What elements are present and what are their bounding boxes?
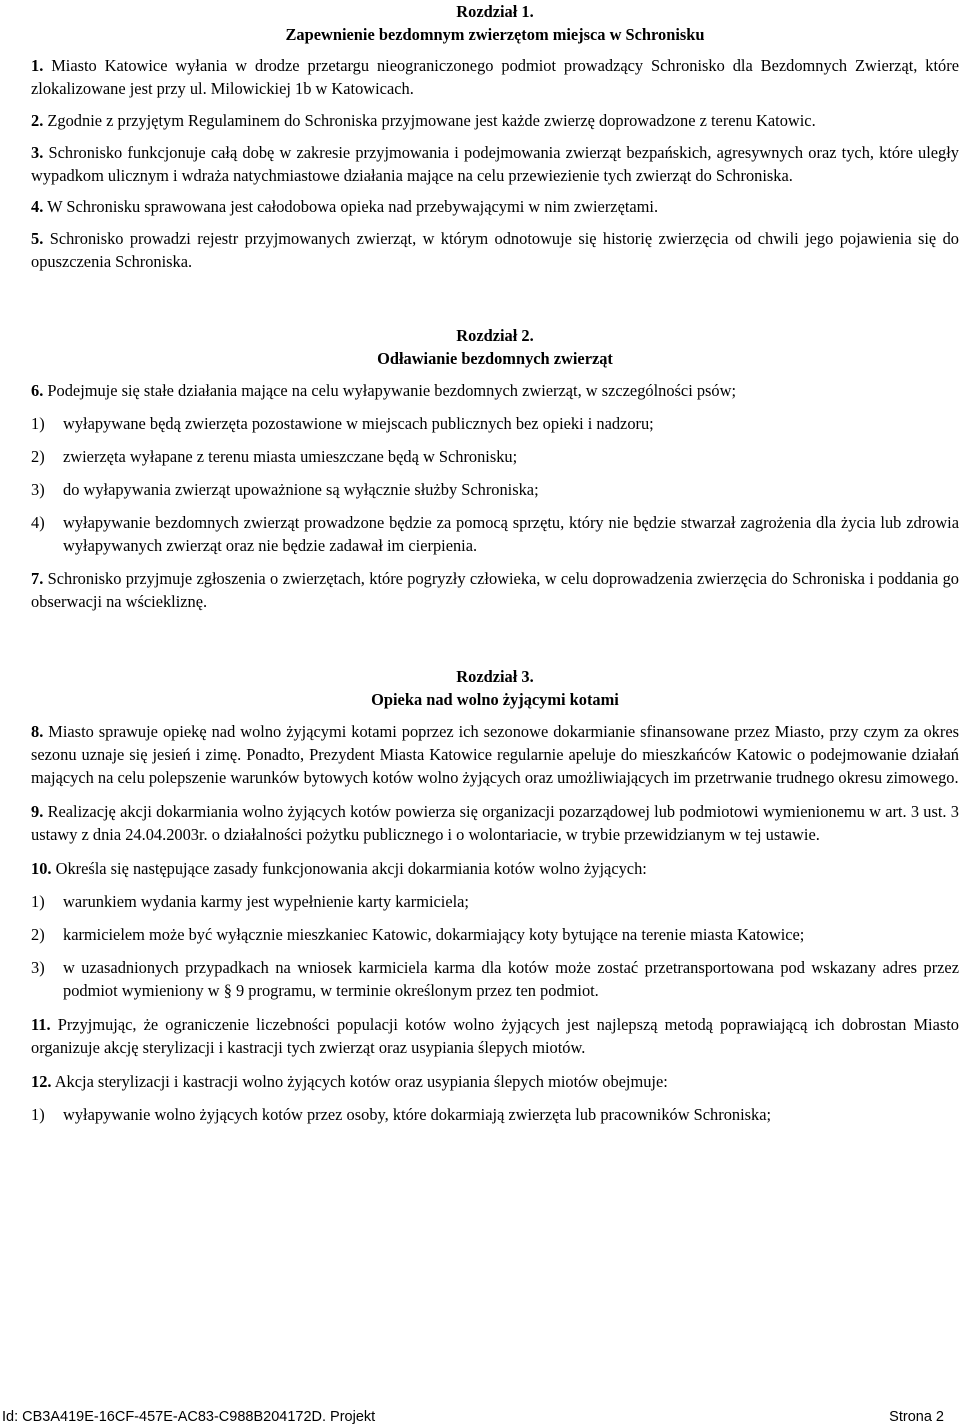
paragraph-8	[31, 720, 959, 789]
paragraph-text: Miasto Katowice wyłania w drodze przetargu nieograniczonego podmiot prowadzący Schronisko dla Bezdomnych Zwierząt, które zlokalizowane jest przy ul. Milowickiej 1b w Katowicach.	[31, 56, 959, 98]
paragraph-text: Określa się następujące zasady funkcjonowania akcji dokarmiania kotów wolno żyjących:	[55, 859, 647, 878]
list-item-label: 1)	[31, 414, 45, 433]
list-item-label: 3)	[31, 480, 45, 499]
chapter-1-subtitle: Zapewnienie bezdomnym zwierzętom miejsca w Schronisku	[285, 25, 705, 44]
paragraph-text: Schronisko funkcjonuje całą dobę w zakresie przyjmowania i podejmowania zwierząt bezpańskich, agresywnych oraz tych, które uległy wypadkom ulicznym i wdraża natychmiastowe działania mające na celu przewiezienie tych zwierząt do Schroniska.	[31, 143, 959, 185]
section-marker: 9.	[31, 802, 44, 821]
list-item-label: 1)	[31, 892, 45, 911]
paragraph-6	[31, 379, 959, 402]
list-item-label: 3)	[31, 958, 45, 977]
list-item-text: warunkiem wydania karmy jest wypełnienie karty karmiciela;	[63, 892, 469, 911]
paragraph-11	[31, 1013, 959, 1059]
list-item-label: 4)	[31, 513, 45, 532]
list-item	[31, 1103, 959, 1126]
paragraph-text: Zgodnie z przyjętym Regulaminem do Schroniska przyjmowane jest każde zwierzę doprowadzone z terenu Katowic.	[47, 111, 816, 130]
list-item-text: zwierzęta wyłapane z terenu miasta umieszczane będą w Schronisku;	[63, 447, 518, 466]
list-item-label: 1)	[31, 1105, 45, 1124]
list-item-text: do wyłapywania zwierząt upoważnione są wyłącznie służby Schroniska;	[63, 480, 539, 499]
paragraph-5	[31, 227, 959, 273]
list-item-text: karmicielem może być wyłącznie mieszkaniec Katowic, dokarmiający koty bytujące na terenie miasta Katowice;	[63, 925, 805, 944]
chapter-1-title: Rozdział 1.	[456, 2, 534, 21]
page-number: Strona 2	[889, 1409, 944, 1425]
paragraph-9	[31, 800, 959, 846]
paragraph-3	[31, 141, 959, 187]
section-marker: 7.	[31, 569, 44, 588]
section-marker: 1.	[31, 56, 44, 75]
chapter-1-heading	[31, 0, 959, 46]
chapter-2-title: Rozdział 2.	[456, 326, 534, 345]
paragraph-4	[31, 195, 959, 218]
paragraph-text: Schronisko przyjmuje zgłoszenia o zwierzętach, które pogryzły człowieka, w celu doprowadzenia zwierzęcia do Schroniska i poddania go obserwacji na wściekliznę.	[31, 569, 959, 611]
section-marker: 6.	[31, 381, 44, 400]
list-item	[31, 478, 959, 501]
paragraph-text: W Schronisku sprawowana jest całodobowa opieka nad przebywającymi w nim zwierzętami.	[47, 197, 659, 216]
list-item-text: wyłapywanie wolno żyjących kotów przez osoby, które dokarmiają zwierzęta lub pracowników Schroniska;	[63, 1105, 772, 1124]
list-item-text: wyłapywane będą zwierzęta pozostawione w miejscach publicznych bez opieki i nadzoru;	[63, 414, 654, 433]
paragraph-text: Schronisko prowadzi rejestr przyjmowanych zwierząt, w którym odnotowuje się historię zwierzęcia od chwili jego pojawienia się do opuszczenia Schroniska.	[31, 229, 959, 271]
section-marker: 11.	[31, 1015, 51, 1034]
list-item	[31, 923, 959, 946]
section-marker: 4.	[31, 197, 44, 216]
section-marker: 2.	[31, 111, 44, 130]
paragraph-10	[31, 857, 959, 880]
list-item	[31, 956, 959, 1002]
section-marker: 12.	[31, 1072, 52, 1091]
list-item-label: 2)	[31, 925, 45, 944]
list-item	[31, 890, 959, 913]
paragraph-7	[31, 567, 959, 613]
paragraph-1	[31, 54, 959, 100]
section-marker: 10.	[31, 859, 52, 878]
paragraph-text: Akcja sterylizacji i kastracji wolno żyjących kotów oraz usypiania ślepych miotów obejmuje:	[54, 1072, 668, 1091]
chapter-2-subtitle: Odławianie bezdomnych zwierząt	[377, 349, 613, 368]
document-id: Id: CB3A419E-16CF-457E-AC83-C988B204172D. Projekt	[2, 1409, 376, 1425]
list-item-text: w uzasadnionych przypadkach na wniosek karmiciela karma dla kotów może zostać przetransportowana pod wskazany adres przez podmiot wymieniony w § 9 programu, w terminie określonym przez ten podmiot.	[63, 958, 959, 1000]
chapter-3-title: Rozdział 3.	[456, 667, 534, 686]
list-item	[31, 445, 959, 468]
list-item	[31, 511, 959, 557]
document-page	[31, 0, 959, 1126]
paragraph-text: Realizację akcji dokarmiania wolno żyjących kotów powierza się organizacji pozarządowej lub podmiotowi wymienionemu w art. 3 ust. 3 ustawy z dnia 24.04.2003r. o działalności pożytku publicznego i o wolontariacie, w trybie przewidzianym w tej ustawie.	[31, 802, 959, 844]
chapter-3-heading	[31, 665, 959, 711]
chapter-3-subtitle: Opieka nad wolno żyjącymi kotami	[371, 690, 619, 709]
list-item	[31, 412, 959, 435]
paragraph-12	[31, 1070, 959, 1093]
section-marker: 5.	[31, 229, 44, 248]
section-marker: 8.	[31, 722, 44, 741]
paragraph-text: Podejmuje się stałe działania mające na celu wyłapywanie bezdomnych zwierząt, w szczególności psów;	[47, 381, 737, 400]
paragraph-text: Miasto sprawuje opiekę nad wolno żyjącymi kotami poprzez ich sezonowe dokarmianie sfinansowane przez Miasto, przy czym za okres sezonu uznaje się jesień i zimę. Ponadto, Prezydent Miasta Katowice regularnie apeluje do mieszkańców Katowic o podejmowanie działań mających na celu polepszenie warunków bytowych kotów wolno żyjących oraz umożliwiających im przetrwanie trudnego okresu zimowego.	[31, 722, 959, 787]
list-item-label: 2)	[31, 447, 45, 466]
paragraph-text: Przyjmując, że ograniczenie liczebności populacji kotów wolno żyjących jest najlepszą metodą poprawiającą ich dobrostan Miasto organizuje akcję sterylizacji i kastracji tych zwierząt oraz usypiania ślepych miotów.	[31, 1015, 959, 1057]
list-item-text: wyłapywanie bezdomnych zwierząt prowadzone będzie za pomocą sprzętu, który nie będzie stwarzał zagrożenia dla życia lub zdrowia wyłapywanych zwierząt oraz nie będzie zadawał im cierpienia.	[63, 513, 959, 555]
section-marker: 3.	[31, 143, 44, 162]
chapter-2-heading	[31, 324, 959, 370]
paragraph-2	[31, 109, 959, 132]
